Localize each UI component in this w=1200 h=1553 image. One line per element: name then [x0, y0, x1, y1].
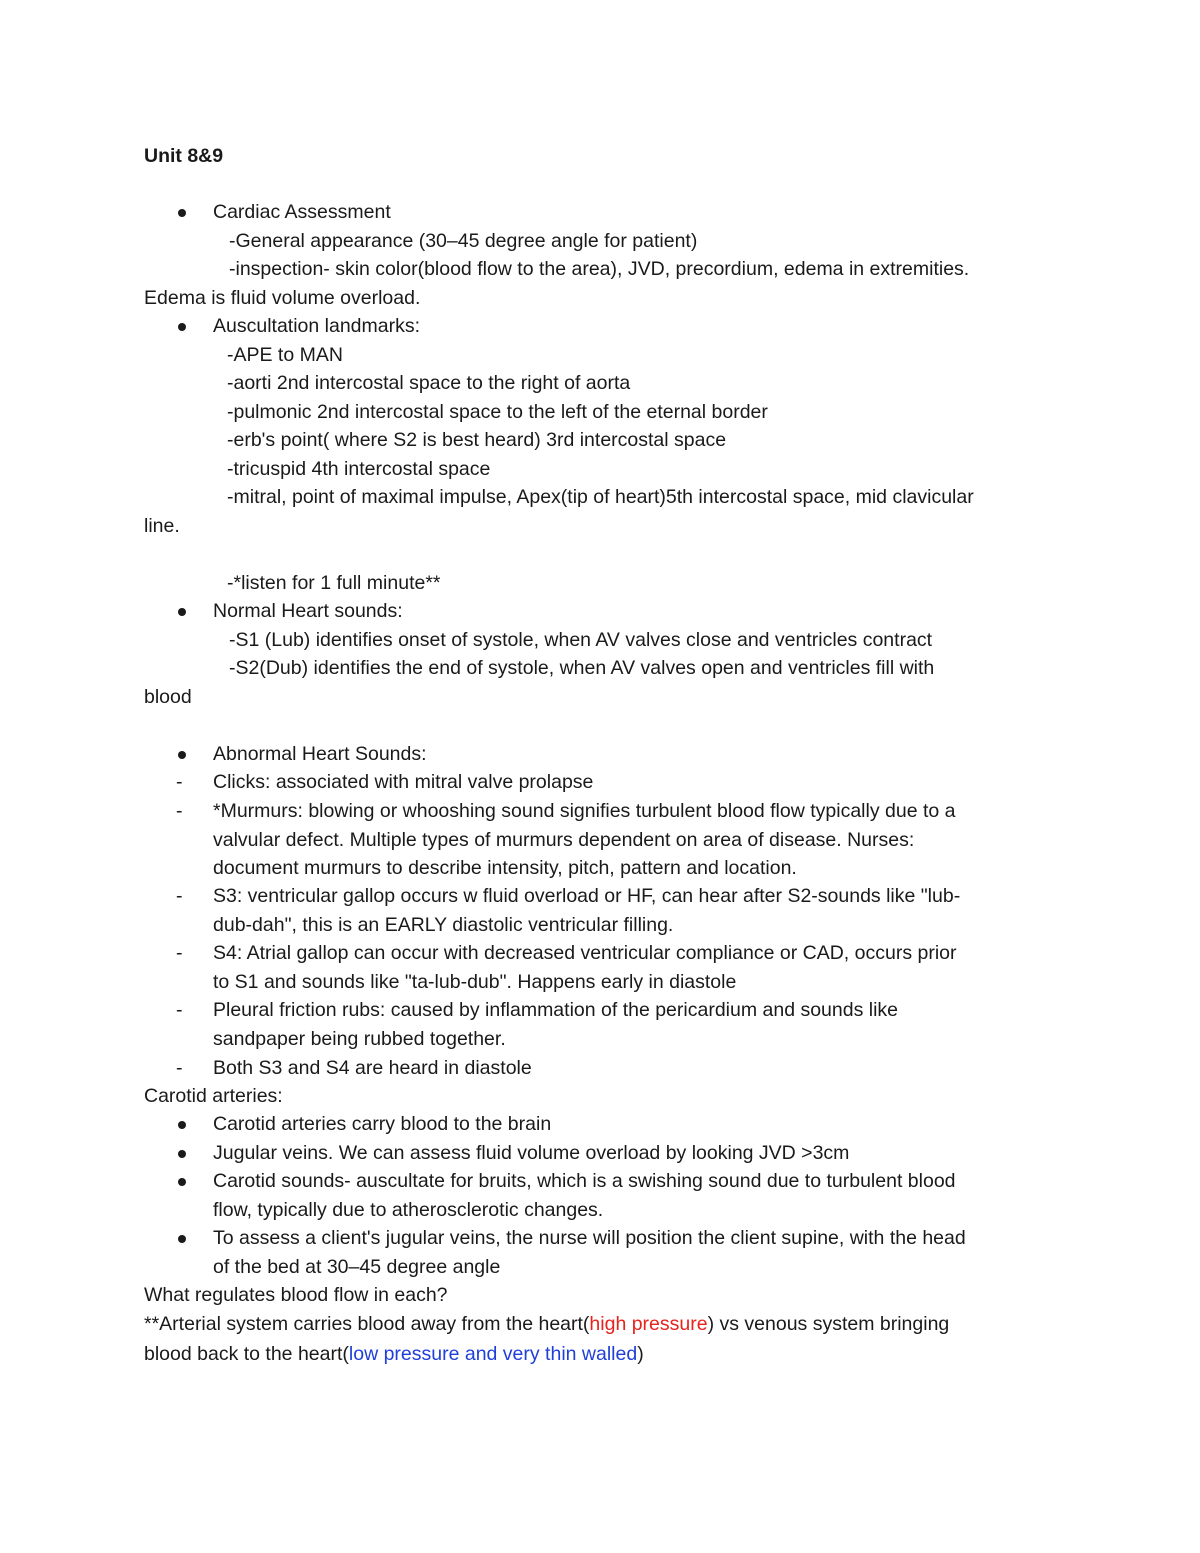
venous-line: [144, 1342, 644, 1366]
abnormal-heading: Abnormal Heart Sounds:: [213, 743, 427, 765]
general-appearance: -General appearance (30–45 degree angle for patient): [229, 230, 698, 252]
cardiac-heading: Cardiac Assessment: [213, 201, 391, 223]
bullet-icon: [178, 1121, 186, 1129]
venous-text-end: ): [637, 1343, 644, 1365]
arterial-text-end: ) vs venous system bringing: [707, 1313, 950, 1335]
s3-line: dub-dah", this is an EARLY diastolic ventricular filling.: [213, 914, 674, 936]
murmurs-line: valvular defect. Multiple types of murmurs dependent on area of disease. Nurses:: [213, 829, 915, 851]
dash-marker: -: [176, 1057, 183, 1079]
landmark-line: -APE to MAN: [227, 344, 343, 366]
high-pressure-text: high pressure: [589, 1313, 708, 1335]
bullet-icon: [178, 209, 186, 217]
carotid-heading: Carotid arteries:: [144, 1085, 283, 1107]
inspection-line: -inspection- skin color(blood flow to the area), JVD, precordium, edema in extremities.: [229, 258, 970, 280]
regulates-question: What regulates blood flow in each?: [144, 1284, 448, 1306]
carotid-bullet: Carotid sounds- auscultate for bruits, which is a swishing sound due to turbulent blood: [213, 1170, 956, 1192]
arterial-line: [144, 1312, 949, 1336]
carotid-bullet: Jugular veins. We can assess fluid volume overload by looking JVD >3cm: [213, 1142, 850, 1164]
landmark-line: -erb's point( where S2 is best heard) 3rd intercostal space: [227, 429, 727, 451]
listen-note: -*listen for 1 full minute**: [227, 572, 441, 594]
murmurs-line: *Murmurs: blowing or whooshing sound signifies turbulent blood flow typically due to a: [213, 800, 956, 822]
carotid-bullet: Carotid arteries carry blood to the brain: [213, 1113, 552, 1135]
low-pressure-text: low pressure and very thin walled: [348, 1343, 638, 1365]
murmurs-line: document murmurs to describe intensity, pitch, pattern and location.: [213, 857, 797, 879]
bullet-icon: [178, 1235, 186, 1243]
s4-line: to S1 and sounds like "ta-lub-dub". Happens early in diastole: [213, 971, 737, 993]
pleural-line: sandpaper being rubbed together.: [213, 1028, 506, 1050]
bullet-icon: [178, 323, 186, 331]
edema-line: Edema is fluid volume overload.: [144, 287, 421, 309]
s1-line: -S1 (Lub) identifies onset of systole, when AV valves close and ventricles contract: [229, 629, 933, 651]
s3-line: S3: ventricular gallop occurs w fluid overload or HF, can hear after S2-sounds like "lub-: [213, 885, 961, 907]
normal-heading: Normal Heart sounds:: [213, 600, 403, 622]
dash-marker: -: [176, 885, 183, 907]
venous-text: blood back to the heart(: [144, 1343, 349, 1365]
landmark-line: -tricuspid 4th intercostal space: [227, 458, 491, 480]
arterial-text: **Arterial system carries blood away from the heart(: [144, 1313, 590, 1335]
both-line: Both S3 and S4 are heard in diastole: [213, 1057, 532, 1079]
document-title: Unit 8&9: [144, 145, 224, 167]
dash-marker: -: [176, 800, 183, 822]
dash-marker: -: [176, 999, 183, 1021]
landmark-line: -aorti 2nd intercostal space to the right of aorta: [227, 372, 631, 394]
landmark-wrap: line.: [144, 515, 180, 537]
auscultation-heading: Auscultation landmarks:: [213, 315, 421, 337]
bullet-icon: [178, 1150, 186, 1158]
carotid-bullet: To assess a client's jugular veins, the nurse will position the client supine, with the head: [213, 1227, 966, 1249]
clicks-line: Clicks: associated with mitral valve prolapse: [213, 771, 594, 793]
bullet-icon: [178, 751, 186, 759]
dash-marker: -: [176, 942, 183, 964]
s2-wrap: blood: [144, 686, 192, 708]
pleural-line: Pleural friction rubs: caused by inflammation of the pericardium and sounds like: [213, 999, 899, 1021]
s2-line: -S2(Dub) identifies the end of systole, when AV valves open and ventricles fill with: [229, 657, 935, 679]
bullet-icon: [178, 1178, 186, 1186]
landmark-line: -pulmonic 2nd intercostal space to the left of the eternal border: [227, 401, 768, 423]
carotid-bullet: flow, typically due to atherosclerotic changes.: [213, 1199, 604, 1221]
bullet-icon: [178, 608, 186, 616]
dash-marker: -: [176, 771, 183, 793]
s4-line: S4: Atrial gallop can occur with decreased ventricular compliance or CAD, occurs prior: [213, 942, 957, 964]
landmark-line: -mitral, point of maximal impulse, Apex(tip of heart)5th intercostal space, mid clavicular: [227, 486, 974, 508]
carotid-bullet: of the bed at 30–45 degree angle: [213, 1256, 501, 1278]
